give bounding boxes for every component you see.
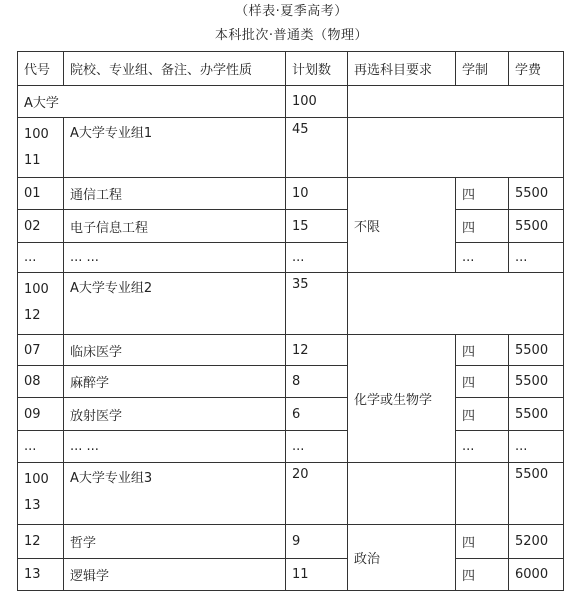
major-years: 四 [456, 335, 509, 366]
major-plan: 12 [286, 335, 348, 366]
major-name: 电子信息工程 [64, 210, 286, 243]
major-name: 哲学 [64, 525, 286, 559]
major-years: ... [456, 431, 509, 463]
major-row-ellipsis [18, 431, 564, 463]
document-title: 本科批次·普通类（物理） [214, 28, 369, 43]
major-fee: 5500 [509, 210, 564, 243]
header-school: 院校、专业组、备注、办学性质 [64, 52, 286, 86]
major-code: ... [18, 243, 64, 273]
major-plan: 10 [286, 178, 348, 210]
header-code: 代号 [18, 52, 64, 86]
major-code: 02 [18, 210, 64, 243]
group-code [18, 463, 64, 525]
header-plan: 计划数 [286, 52, 348, 86]
major-row [18, 559, 564, 591]
group-name: A大学专业组3 [64, 463, 286, 525]
header-years: 学制 [456, 52, 509, 86]
requirement-cell: 不限 [348, 178, 456, 273]
group-plan: 45 [286, 118, 348, 178]
empty-cell [456, 463, 509, 525]
major-years: 四 [456, 398, 509, 431]
major-fee: 5500 [509, 366, 564, 398]
header-fee: 学费 [509, 52, 564, 86]
header-requirement: 再选科目要求 [348, 52, 456, 86]
major-plan: 9 [286, 525, 348, 559]
empty-cell [348, 86, 564, 118]
major-row [18, 335, 564, 366]
major-name: 逻辑学 [64, 559, 286, 591]
major-row [18, 398, 564, 431]
major-plan: ... [286, 431, 348, 463]
major-code: 08 [18, 366, 64, 398]
major-years: 四 [456, 559, 509, 591]
major-name: ... ... [64, 431, 286, 463]
group-plan: 20 [286, 463, 348, 525]
admission-plan-table [17, 51, 564, 591]
group-code-line1: 100 [24, 127, 49, 142]
university-row [18, 86, 564, 118]
group-code [18, 273, 64, 335]
major-fee: ... [509, 243, 564, 273]
major-years: ... [456, 243, 509, 273]
major-code: 13 [18, 559, 64, 591]
major-code: 01 [18, 178, 64, 210]
empty-cell [348, 463, 456, 525]
group-fee: 5500 [509, 463, 564, 525]
major-plan: 6 [286, 398, 348, 431]
major-plan: 11 [286, 559, 348, 591]
major-years: 四 [456, 210, 509, 243]
empty-cell [348, 118, 564, 178]
group-code-line1: 100 [24, 282, 49, 297]
major-plan: 15 [286, 210, 348, 243]
major-name: 临床医学 [64, 335, 286, 366]
major-code: ... [18, 431, 64, 463]
group-name: A大学专业组1 [64, 118, 286, 178]
major-name: 通信工程 [64, 178, 286, 210]
major-name: 麻醉学 [64, 366, 286, 398]
major-code: 09 [18, 398, 64, 431]
major-years: 四 [456, 178, 509, 210]
empty-cell [348, 273, 564, 335]
major-fee: 5200 [509, 525, 564, 559]
university-name: A大学 [18, 86, 286, 118]
group-code-line2: 11 [24, 153, 41, 168]
major-name: ... ... [64, 243, 286, 273]
group-code-line2: 13 [24, 498, 41, 513]
group-row [18, 463, 564, 525]
group-code-line2: 12 [24, 308, 41, 323]
major-fee: 5500 [509, 178, 564, 210]
group-code [18, 118, 64, 178]
university-plan: 100 [286, 86, 348, 118]
group-row [18, 118, 564, 178]
group-plan: 35 [286, 273, 348, 335]
document-subtitle: （样表·夏季高考） [235, 4, 348, 19]
major-plan: ... [286, 243, 348, 273]
major-fee: ... [509, 431, 564, 463]
major-row [18, 366, 564, 398]
group-name: A大学专业组2 [64, 273, 286, 335]
major-fee: 6000 [509, 559, 564, 591]
major-row [18, 210, 564, 243]
requirement-cell: 化学或生物学 [348, 335, 456, 463]
major-years: 四 [456, 366, 509, 398]
group-row [18, 273, 564, 335]
major-fee: 5500 [509, 398, 564, 431]
major-plan: 8 [286, 366, 348, 398]
major-row [18, 178, 564, 210]
table-header-row [18, 52, 564, 86]
major-code: 07 [18, 335, 64, 366]
major-fee: 5500 [509, 335, 564, 366]
major-name: 放射医学 [64, 398, 286, 431]
major-code: 12 [18, 525, 64, 559]
group-code-line1: 100 [24, 472, 49, 487]
major-years: 四 [456, 525, 509, 559]
major-row-ellipsis [18, 243, 564, 273]
major-row [18, 525, 564, 559]
requirement-cell: 政治 [348, 525, 456, 591]
